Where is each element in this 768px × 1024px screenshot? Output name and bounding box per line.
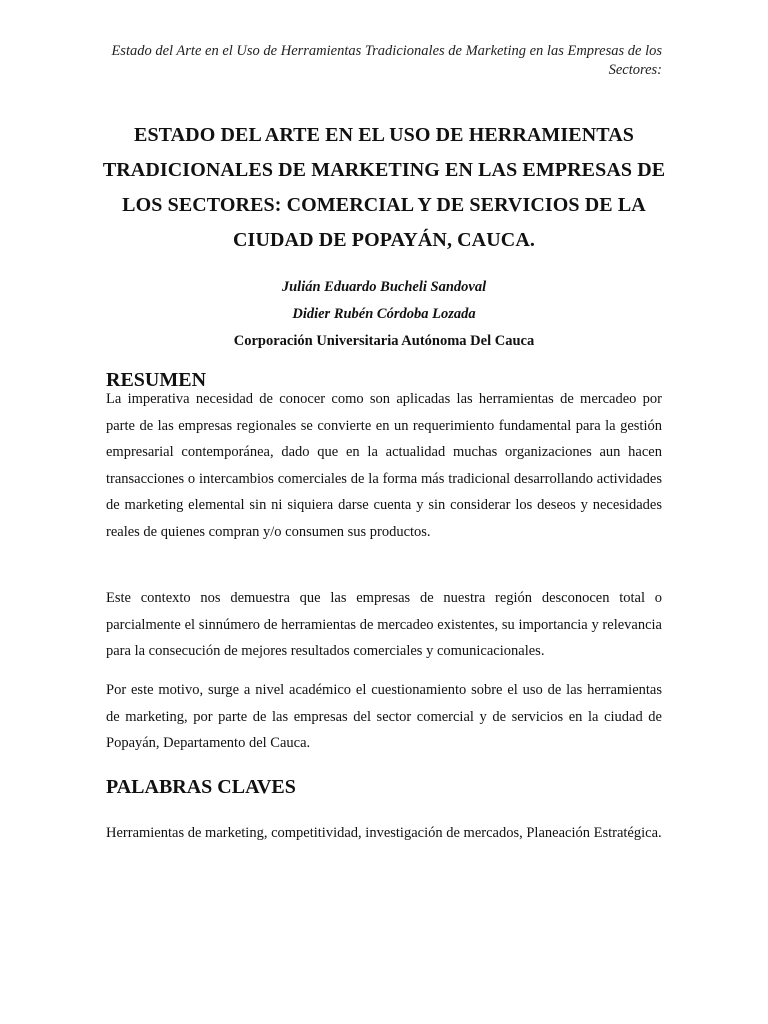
abstract-heading: RESUMEN bbox=[106, 369, 207, 391]
running-header: Estado del Arte en el Uso de Herramientas Tradicionales de Marketing en las Empresas de los Sectores: bbox=[111, 43, 662, 78]
author-name: Didier Rubén Córdoba Lozada bbox=[292, 306, 476, 322]
abstract-paragraph: Por este motivo, surge a nivel académico el cuestionamiento sobre el uso de las herramientas de marketing, por parte de las empresas del sector comercial y de servicios en la ciudad de Popayán, Departamento del Cauca. bbox=[106, 682, 662, 751]
keywords-heading: PALABRAS CLAVES bbox=[106, 776, 296, 798]
abstract-paragraph: La imperativa necesidad de conocer como son aplicadas las herramientas de mercadeo por parte de las empresas regionales se convierte en un requerimiento fundamental para la gestión empresarial contemporánea, dado que en la actualidad muchas organizaciones aun hacen transacciones o intercambios comerciales de la forma más tradicional desarrollando actividades de marketing elemental sin ni siquiera darse cuenta y sin considerar los deseos y necesidades reales de quienes compran y/o consumen sus productos. bbox=[106, 391, 662, 540]
paper-title: ESTADO DEL ARTE EN EL USO DE HERRAMIENTAS TRADICIONALES DE MARKETING EN LAS EMPRESAS DE LOS SECTORES: COMERCIAL Y DE SERVICIOS DE LA CIUDAD DE POPAYÁN, CAUCA. bbox=[102, 124, 666, 251]
author-name: Julián Eduardo Bucheli Sandoval bbox=[281, 279, 487, 295]
abstract-paragraph: Este contexto nos demuestra que las empresas de nuestra región desconocen total o parcialmente el sinnúmero de herramientas de mercadeo existentes, su importancia y relevancia para la consecución de mejores resultados comerciales y comunicacionales. bbox=[106, 590, 662, 659]
keywords-text: Herramientas de marketing, competitividad, investigación de mercados, Planeación Estratégica. bbox=[106, 825, 662, 841]
author-block bbox=[100, 274, 668, 355]
author-institution: Corporación Universitaria Autónoma Del Cauca bbox=[233, 333, 535, 349]
